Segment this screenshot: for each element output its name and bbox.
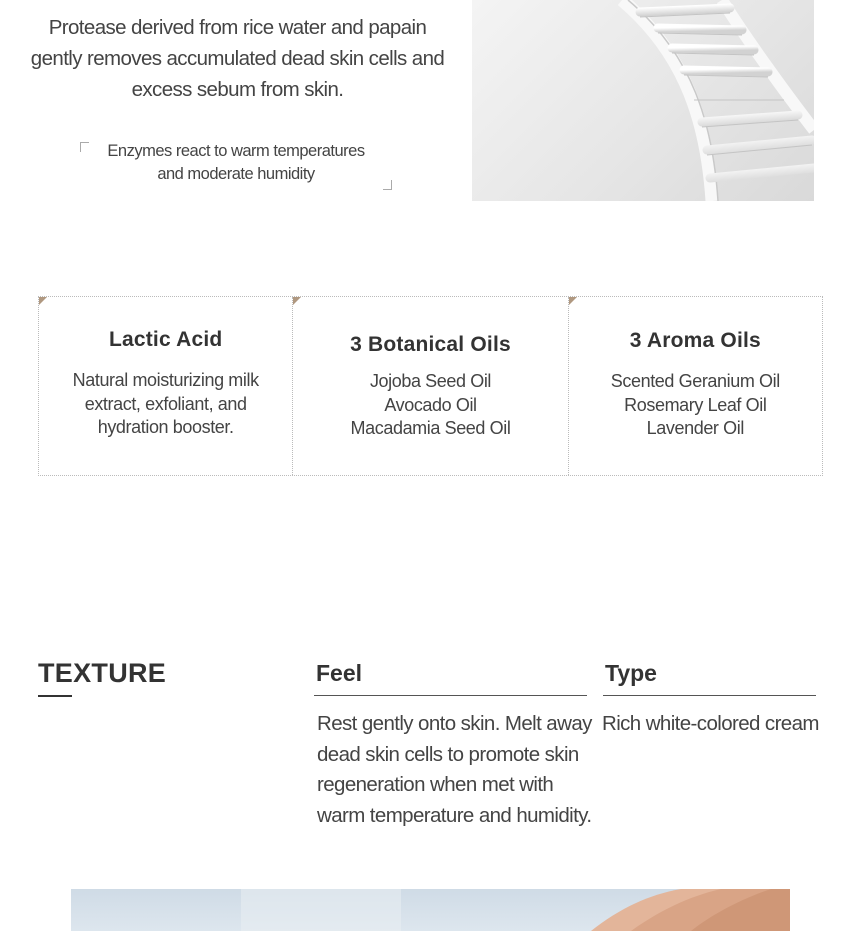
type-heading: Type bbox=[603, 660, 816, 696]
hand-photo-illustration bbox=[71, 889, 790, 931]
product-photo-banner bbox=[71, 889, 790, 931]
ingredient-item: Macadamia Seed Oil bbox=[350, 418, 511, 438]
ingredient-title: 3 Botanical Oils bbox=[350, 333, 511, 356]
enzyme-note-line-1: Enzymes react to warm temperatures bbox=[107, 142, 365, 160]
bracket-open-decoration bbox=[80, 142, 89, 152]
ingredient-item: Jojoba Seed Oil bbox=[369, 371, 492, 391]
title-underline-divider bbox=[38, 695, 72, 697]
intro-description: Protease derived from rice water and papain gently removes accumulated dead skin cells and excess sebum from skin. bbox=[30, 16, 445, 101]
ingredient-card-lactic-acid bbox=[39, 297, 292, 475]
dna-helix-illustration bbox=[472, 0, 814, 201]
ingredients-table bbox=[38, 296, 823, 476]
enzyme-note-line-2: and moderate humidity bbox=[157, 165, 315, 183]
ingredient-title: Lactic Acid bbox=[108, 328, 223, 351]
feel-heading: Feel bbox=[314, 660, 587, 696]
ingredient-item: Avocado Oil bbox=[384, 394, 477, 415]
type-description: Rich white-colored cream bbox=[602, 712, 819, 735]
ingredient-title: 3 Aroma Oils bbox=[629, 329, 761, 352]
enzyme-note bbox=[80, 140, 392, 190]
ingredient-item: Scented Geranium Oil bbox=[610, 371, 780, 391]
corner-accent-decoration bbox=[569, 297, 577, 305]
ingredient-description: Natural moisturizing milk extract, exfoliant, and hydration booster. bbox=[72, 370, 259, 437]
feel-description: Rest gently onto skin. Melt away dead skin cells to promote skin regeneration when met with warm temperature and humidity. bbox=[317, 712, 592, 827]
corner-accent-decoration bbox=[293, 297, 301, 305]
dna-helix-image bbox=[472, 0, 814, 201]
ingredient-card-botanical-oils bbox=[292, 297, 567, 475]
ingredient-list bbox=[293, 370, 567, 441]
ingredient-item: Lavender Oil bbox=[646, 418, 744, 438]
bracket-close-decoration bbox=[383, 180, 392, 190]
ingredient-item: Rosemary Leaf Oil bbox=[624, 394, 767, 415]
ingredient-list bbox=[569, 370, 822, 441]
ingredient-card-aroma-oils bbox=[568, 297, 822, 475]
corner-accent-decoration bbox=[39, 297, 47, 305]
texture-section-title: TEXTURE bbox=[38, 658, 167, 688]
